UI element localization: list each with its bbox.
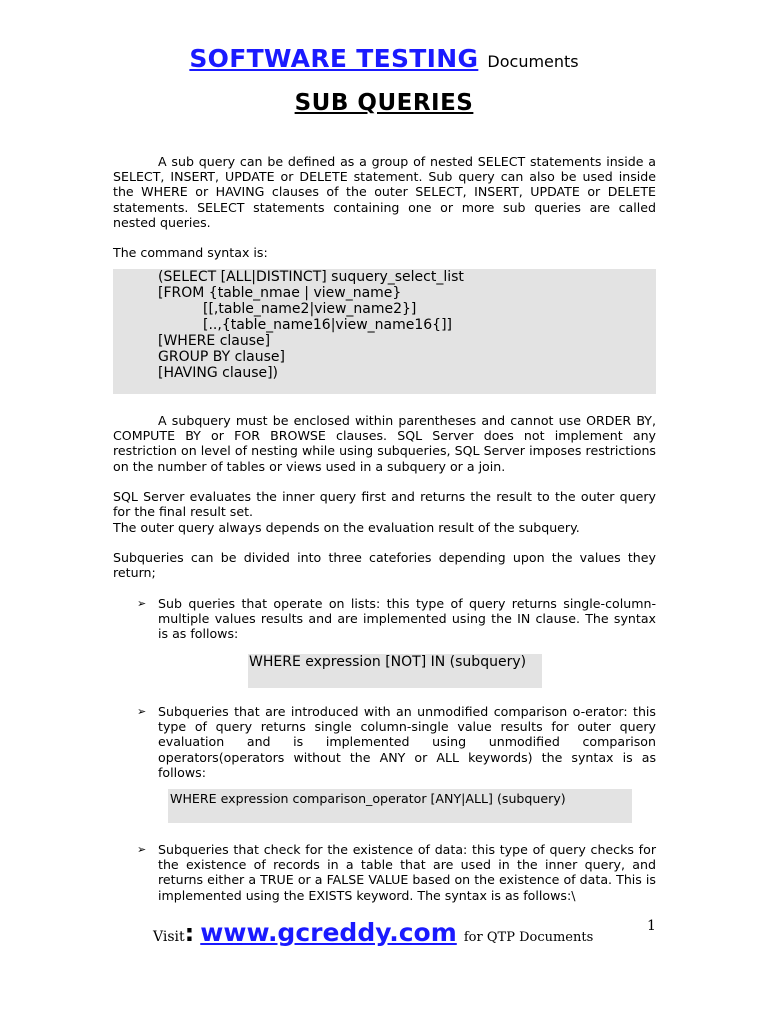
code-line: [WHERE clause] xyxy=(158,333,271,349)
code-line: GROUP BY clause] xyxy=(158,349,285,365)
paragraph-evaluation: SQL Server evaluates the inner query first and returns the result to the outer query for the final result set. xyxy=(113,489,656,520)
code-line: (SELECT [ALL|DISTINCT] suquery_select_list xyxy=(158,269,464,285)
bullet-text: Subqueries that check for the existence of data: this type of query checks for the existence of records in a table that are used in the inner query, and returns either a TRUE or a FALSE VALUE based on the existence of data. This is implemented using the EXISTS keyword. The syntax is as follows:\ xyxy=(158,842,656,903)
code-line: [..,{table_name16|view_name16{]] xyxy=(203,317,452,333)
code-line: WHERE expression comparison_operator [ANY|ALL] (subquery) xyxy=(170,791,566,806)
code-block xyxy=(248,654,542,688)
paragraph-outer-query: The outer query always depends on the evaluation result of the subquery. xyxy=(113,520,580,535)
arrow-bullet-icon: ➢ xyxy=(137,843,147,856)
code-line: WHERE expression [NOT] IN (subquery) xyxy=(249,654,527,670)
footer-tail: for QTP Documents xyxy=(463,930,594,945)
bullet-text: Sub queries that operate on lists: this type of query returns single-column-multiple values results and are implemented using the IN clause. The syntax is as follows: xyxy=(158,596,656,642)
syntax-code-block xyxy=(113,269,656,394)
paragraph-restrictions: A subquery must be enclosed within parentheses and cannot use ORDER BY, COMPUTE BY or FOR BROWSE clauses. SQL Server does not implement any restriction on level of nesting while using subqueries, SQL Server imposes restrictions on the number of tables or views used in a subquery or a join. xyxy=(113,413,656,474)
code-block xyxy=(168,789,632,823)
page-footer xyxy=(153,918,593,947)
code-line: [FROM {table_nmae | view_name} xyxy=(158,285,402,301)
footer-site-link[interactable]: www.gcreddy.com xyxy=(200,918,457,947)
code-line: [[,table_name2|view_name2}] xyxy=(203,301,417,317)
footer-colon: : xyxy=(184,919,195,947)
header-brand-link[interactable]: SOFTWARE TESTING xyxy=(189,44,479,73)
code-line: [HAVING clause]) xyxy=(158,365,279,381)
header-suffix: Documents xyxy=(487,52,579,71)
footer-visit-label: Visit xyxy=(153,929,185,945)
paragraph-categories: Subqueries can be divided into three catefories depending upon the values they return; xyxy=(113,550,656,581)
bullet-text: Subqueries that are introduced with an unmodified comparison o-erator: this type of query returns single column-single value results for outer query evaluation and is implemented using unmodified comparison operators(operators without the ANY or ALL keywords) the syntax is as follows: xyxy=(158,704,656,780)
arrow-bullet-icon: ➢ xyxy=(137,597,147,610)
page-title: SUB QUERIES xyxy=(294,90,474,116)
syntax-intro: The command syntax is: xyxy=(113,245,268,260)
intro-paragraph: A sub query can be defined as a group of nested SELECT statements inside a SELECT, INSERT, UPDATE or DELETE statement. Sub query can also be used inside the WHERE or HAVING clauses of the outer SELECT, INSERT, UPDATE or DELETE statements. SELECT statements containing one or more sub queries are called nested queries. xyxy=(113,154,656,230)
page-header xyxy=(0,44,768,73)
page-number: 1 xyxy=(647,918,656,934)
arrow-bullet-icon: ➢ xyxy=(137,705,147,718)
